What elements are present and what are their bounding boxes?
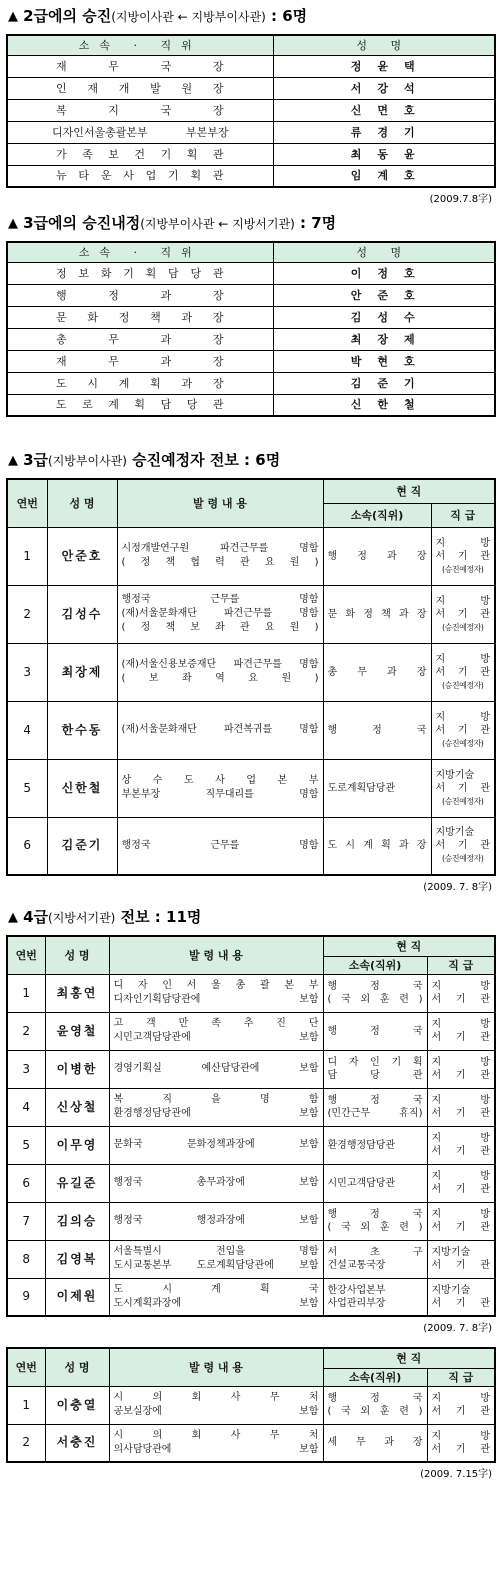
org-line: 사업관리부장	[327, 1297, 386, 1309]
heading-sub: (지방서기관)	[48, 911, 116, 925]
current-rank	[431, 701, 495, 759]
org-line: 시민고객담당관	[327, 1177, 396, 1189]
name-cell: 정윤택	[273, 55, 495, 77]
current-org	[323, 1050, 427, 1088]
column-header-rank: 직 급	[427, 1368, 495, 1386]
org-line: 총 무 과 장	[327, 666, 427, 678]
appointment-content	[109, 1386, 323, 1424]
appointment-content	[109, 1126, 323, 1164]
name-cell: 신면호	[273, 99, 495, 121]
current-rank	[427, 1050, 495, 1088]
org-cell: 디자인서울총괄본부 부본부장	[7, 121, 273, 143]
table-row	[7, 1278, 495, 1316]
heading-tail: 승진예정자 전보 : 6명	[126, 451, 281, 469]
current-org	[323, 1088, 427, 1126]
org-line: 담 당 관	[327, 1070, 423, 1081]
appointment-content	[109, 1088, 323, 1126]
current-org	[323, 817, 431, 875]
rank-line: 지 방	[431, 1393, 490, 1404]
date-stamp: (2009. 7. 8字)	[423, 1323, 492, 1334]
content-line: 행정국 총무과장에 보함	[113, 1177, 319, 1188]
appointment-content	[109, 974, 323, 1012]
triangle-icon: ▲	[8, 910, 18, 925]
current-rank	[427, 1278, 495, 1316]
table-row	[7, 121, 495, 143]
appointment-content	[117, 643, 323, 701]
table-row	[7, 1126, 495, 1164]
triangle-icon: ▲	[8, 9, 18, 24]
heading-sub: (지방부이사관 ← 지방서기관)	[140, 217, 295, 231]
org-cell: 인 재 개 발 원 장	[7, 77, 273, 99]
current-org	[323, 1240, 427, 1278]
org-line: 도 시 계 획 과 장	[327, 840, 427, 852]
content-line: 도시계획과장에 보함	[113, 1297, 319, 1309]
current-rank	[431, 585, 495, 643]
heading-tail: : 7명	[294, 214, 337, 232]
table-row	[7, 817, 495, 875]
column-header-org: 소속 · 직위	[7, 35, 273, 55]
table-row	[7, 759, 495, 817]
content-line: 디 자 인 서 울 총 괄 본 부	[113, 980, 319, 991]
table-row	[7, 974, 495, 1012]
content-line: 의사담당관에 보함	[113, 1443, 319, 1455]
content-line: 고 객 만 족 추 진 단	[113, 1018, 319, 1029]
org-line: 행 정 국	[327, 1393, 423, 1404]
table-row	[7, 1050, 495, 1088]
rank-note: (승진예정자)	[442, 796, 484, 806]
content-line: (재)서울문화재단 파견복귀를 명함	[121, 724, 319, 735]
org-line: 세 무 과 장	[327, 1437, 423, 1449]
table-row	[7, 1240, 495, 1278]
appointment-content	[109, 1164, 323, 1202]
content-line: ( 보 좌 역 요 원 )	[121, 673, 319, 684]
org-line: 행 정 국	[327, 1095, 423, 1106]
current-org	[323, 527, 431, 585]
appointment-content	[117, 527, 323, 585]
content-line: 서울특별시 전입을 명함	[113, 1246, 319, 1257]
rank-line: 지 방	[431, 981, 490, 992]
column-header-rank: 직 급	[431, 503, 495, 527]
rank-line: 서 기 관	[435, 724, 490, 736]
person-name: 김성수	[47, 585, 117, 643]
rank-note: (승진예정자)	[442, 564, 484, 574]
grade2-promotion-table	[6, 34, 496, 188]
grade3-nominee-table	[6, 241, 496, 417]
table-row	[7, 394, 495, 416]
org-line: ( 국 외 훈 련 )	[327, 1222, 423, 1233]
heading-lead: 3급에의 승진내정	[23, 214, 141, 232]
current-org	[323, 1012, 427, 1050]
table-row	[7, 262, 495, 284]
current-rank	[427, 1202, 495, 1240]
current-org	[323, 1424, 427, 1462]
rank-line: 지 방	[431, 1019, 490, 1030]
rank-line: 지 방	[435, 711, 490, 723]
row-number: 3	[7, 1050, 45, 1088]
org-line: 환경행정담당관	[327, 1139, 396, 1151]
table-row	[7, 585, 495, 643]
current-rank	[427, 1240, 495, 1278]
org-cell: 가 족 보 건 기 획 관	[7, 143, 273, 165]
table-row	[7, 99, 495, 121]
person-name: 최홍연	[45, 974, 109, 1012]
triangle-icon: ▲	[8, 453, 18, 468]
assembly-transfer-table	[6, 1347, 496, 1463]
person-name: 서충진	[45, 1424, 109, 1462]
grade4-transfer-table	[6, 935, 496, 1317]
row-number: 4	[7, 701, 47, 759]
rank-line: 지 방	[431, 1209, 490, 1220]
section-heading-grade3-nominee	[8, 212, 500, 236]
table-row	[7, 1202, 495, 1240]
current-org	[323, 1164, 427, 1202]
column-header-content: 발 령 내 용	[117, 479, 323, 527]
current-rank	[431, 817, 495, 875]
current-org	[323, 585, 431, 643]
appointment-content	[117, 701, 323, 759]
name-cell: 신한철	[273, 394, 495, 416]
content-line: 행정국 근무를 명함	[121, 594, 319, 605]
content-line: 도 시 계 획 국	[113, 1283, 319, 1295]
row-number: 5	[7, 759, 47, 817]
current-rank	[431, 759, 495, 817]
org-line: 행 정 과 장	[327, 550, 427, 562]
org-cell: 복 지 국 장	[7, 99, 273, 121]
rank-line: 지 방	[435, 537, 490, 549]
appointment-content	[117, 585, 323, 643]
heading-lead: 4급	[23, 908, 49, 926]
appointment-content	[109, 1050, 323, 1088]
org-cell: 행 정 과 장	[7, 284, 273, 306]
content-line: 시정개발연구원 파견근무를 명함	[121, 543, 319, 554]
person-name: 김준기	[47, 817, 117, 875]
heading-lead: 3급	[23, 451, 49, 469]
name-cell: 김성수	[273, 306, 495, 328]
section-heading-grade4-transfer	[8, 906, 500, 930]
org-line: 디 자 인 기 획	[327, 1057, 423, 1068]
date-stamp: (2009. 7.15字)	[420, 1469, 492, 1480]
row-number: 8	[7, 1240, 45, 1278]
grade3-transfer-table	[6, 478, 496, 876]
name-cell: 박현호	[273, 350, 495, 372]
rank-line: 서 기 관	[431, 1406, 490, 1417]
current-rank	[427, 974, 495, 1012]
rank-line: 서 기 관	[431, 1146, 490, 1157]
column-header-org: 소속(직위)	[323, 956, 427, 974]
appointment-content	[109, 1012, 323, 1050]
current-org	[323, 643, 431, 701]
column-header-no: 연번	[7, 936, 45, 974]
table-row	[7, 643, 495, 701]
org-line: 행 정 국	[327, 1025, 423, 1037]
current-org	[323, 1386, 427, 1424]
name-cell: 류경기	[273, 121, 495, 143]
table-row	[7, 55, 495, 77]
content-line: (재)서울신용보증재단 파견근무를 명함	[121, 659, 319, 670]
content-line: 문화국 문화정책과장에 보함	[113, 1139, 319, 1150]
person-name: 신한철	[47, 759, 117, 817]
person-name: 최장제	[47, 643, 117, 701]
row-number: 5	[7, 1126, 45, 1164]
person-name: 이병한	[45, 1050, 109, 1088]
rank-line: 지 방	[431, 1057, 490, 1068]
column-header-no: 연번	[7, 1348, 45, 1386]
table-row	[7, 284, 495, 306]
rank-line: 서 기 관	[435, 782, 490, 794]
table-row	[7, 1012, 495, 1050]
column-header-rank: 직 급	[427, 956, 495, 974]
org-line: 행 정 국	[327, 1209, 423, 1220]
rank-line: 지방기술	[431, 1247, 471, 1258]
triangle-icon: ▲	[8, 216, 18, 231]
heading-sub: (지방부이사관)	[48, 454, 127, 468]
current-org	[323, 759, 431, 817]
name-cell: 김준기	[273, 372, 495, 394]
person-name: 윤영철	[45, 1012, 109, 1050]
content-line: 환경행정담당관에 보함	[113, 1108, 319, 1119]
heading-sub: (지방이사관 ← 지방부이사관)	[111, 10, 266, 24]
rank-line: 서 기 관	[431, 1260, 490, 1271]
row-number: 2	[7, 1012, 45, 1050]
row-number: 1	[7, 527, 47, 585]
column-header-no: 연번	[7, 479, 47, 527]
heading-lead: 2급에의 승진	[23, 7, 112, 25]
rank-note: (승진예정자)	[442, 680, 484, 690]
rank-line: 서 기 관	[431, 994, 490, 1005]
current-org	[323, 1278, 427, 1316]
table-row	[7, 77, 495, 99]
rank-line: 지방기술	[435, 769, 475, 781]
name-cell: 안준호	[273, 284, 495, 306]
org-cell: 재 무 국 장	[7, 55, 273, 77]
content-line: 디자인기획담당관에 보함	[113, 994, 319, 1005]
rank-line: 지 방	[431, 1171, 490, 1182]
row-number: 3	[7, 643, 47, 701]
content-line: 도시교통본부 도로계획담당관에 보함	[113, 1260, 319, 1271]
name-cell: 임계호	[273, 165, 495, 187]
appointment-content	[117, 817, 323, 875]
current-rank	[427, 1088, 495, 1126]
table-row	[7, 306, 495, 328]
rank-line: 서 기 관	[431, 1070, 490, 1081]
table-row	[7, 701, 495, 759]
content-line: ( 정 책 보 좌 관 요 원 )	[121, 622, 319, 633]
rank-line: 지 방	[435, 653, 490, 665]
name-cell: 최장제	[273, 328, 495, 350]
name-cell: 서강석	[273, 77, 495, 99]
row-number: 6	[7, 1164, 45, 1202]
person-name: 이제원	[45, 1278, 109, 1316]
content-line: 복 직 을 명 함	[113, 1094, 319, 1105]
table-row	[7, 527, 495, 585]
org-cell: 재 무 과 장	[7, 350, 273, 372]
column-header-content: 발 령 내 용	[109, 1348, 323, 1386]
person-name: 이충열	[45, 1386, 109, 1424]
appointment-content	[109, 1240, 323, 1278]
table-row	[7, 350, 495, 372]
row-number: 7	[7, 1202, 45, 1240]
column-header-name: 성 명	[45, 936, 109, 974]
row-number: 2	[7, 585, 47, 643]
person-name: 유길준	[45, 1164, 109, 1202]
column-header-org: 소속 · 직위	[7, 242, 273, 262]
current-rank	[427, 1126, 495, 1164]
org-cell: 도 로 계 획 담 당 관	[7, 394, 273, 416]
org-line: 행 정 국	[327, 724, 427, 736]
column-header-name: 성 명	[47, 479, 117, 527]
rank-line: 지방기술	[431, 1284, 471, 1296]
current-org	[323, 1126, 427, 1164]
person-name: 신상철	[45, 1088, 109, 1126]
content-line: 경영기획실 예산담당관에 보함	[113, 1063, 319, 1074]
current-org	[323, 1202, 427, 1240]
current-rank	[431, 527, 495, 585]
rank-line: 서 기 관	[435, 666, 490, 678]
content-line: 공보실장에 보함	[113, 1406, 319, 1417]
org-line: (민간근무 휴직)	[327, 1108, 423, 1119]
table-row	[7, 1164, 495, 1202]
rank-note: (승진예정자)	[442, 854, 484, 864]
rank-line: 지방기술	[435, 827, 475, 839]
current-rank	[427, 1012, 495, 1050]
rank-line: 서 기 관	[431, 1443, 490, 1455]
content-line: 시 의 회 사 무 처	[113, 1429, 319, 1441]
column-header-org: 소속(직위)	[323, 1368, 427, 1386]
column-header-current: 현 직	[323, 479, 495, 503]
table-row	[7, 1424, 495, 1462]
rank-line: 서 기 관	[431, 1032, 490, 1043]
row-number: 1	[7, 974, 45, 1012]
rank-line: 서 기 관	[431, 1222, 490, 1233]
appointment-content	[109, 1278, 323, 1316]
table-row	[7, 165, 495, 187]
org-cell: 문 화 정 책 과 장	[7, 306, 273, 328]
appointment-content	[117, 759, 323, 817]
row-number: 4	[7, 1088, 45, 1126]
name-cell: 최동윤	[273, 143, 495, 165]
column-header-current: 현 직	[323, 1348, 495, 1368]
person-name: 안준호	[47, 527, 117, 585]
person-name: 이무영	[45, 1126, 109, 1164]
org-line: 서 초 구	[327, 1247, 423, 1258]
content-line: 상 수 도 사 업 본 부	[121, 775, 319, 786]
column-header-name: 성 명	[273, 35, 495, 55]
rank-line: 서 기 관	[435, 840, 490, 852]
current-org	[323, 974, 427, 1012]
column-header-name: 성 명	[45, 1348, 109, 1386]
person-name: 김의승	[45, 1202, 109, 1240]
row-number: 1	[7, 1386, 45, 1424]
section-heading-grade3-transfer	[8, 449, 500, 473]
rank-line: 지 방	[435, 595, 490, 607]
content-line: (재)서울문화재단 파견근무를 명함	[121, 608, 319, 619]
org-cell: 뉴 타 운 사 업 기 획 관	[7, 165, 273, 187]
table-row	[7, 328, 495, 350]
table-row	[7, 1386, 495, 1424]
org-line: 행 정 국	[327, 981, 423, 992]
date-stamp: (2009. 7. 8字)	[423, 882, 492, 893]
section-heading-grade2	[8, 5, 500, 29]
column-header-name: 성 명	[273, 242, 495, 262]
row-number: 6	[7, 817, 47, 875]
content-line: 시민고객담당관에 보함	[113, 1032, 319, 1043]
content-line: 행정국 행정과장에 보함	[113, 1215, 319, 1226]
table-row	[7, 1088, 495, 1126]
org-line: 도로계획담당관	[327, 782, 396, 794]
org-line: 건설교통국장	[327, 1260, 386, 1271]
content-line: 행정국 근무를 명함	[121, 839, 319, 851]
org-line: ( 국 외 훈 련 )	[327, 1406, 423, 1417]
row-number: 2	[7, 1424, 45, 1462]
current-rank	[427, 1386, 495, 1424]
content-line: ( 정 책 협 력 관 요 원 )	[121, 557, 319, 568]
heading-tail: 전보 : 11명	[115, 908, 202, 926]
rank-line: 서 기 관	[435, 608, 490, 620]
org-line: 문 화 정 책 과 장	[327, 608, 427, 620]
rank-line: 서 기 관	[431, 1108, 490, 1119]
name-cell: 이정호	[273, 262, 495, 284]
current-org	[323, 701, 431, 759]
table-row	[7, 143, 495, 165]
content-line: 시 의 회 사 무 처	[113, 1392, 319, 1403]
rank-line: 서 기 관	[431, 1297, 490, 1309]
column-header-content: 발 령 내 용	[109, 936, 323, 974]
appointment-content	[109, 1424, 323, 1462]
org-cell: 도 시 계 획 과 장	[7, 372, 273, 394]
appointment-content	[109, 1202, 323, 1240]
rank-line: 지 방	[431, 1430, 490, 1442]
rank-line: 지 방	[431, 1133, 490, 1144]
org-line: 한강사업본부	[327, 1284, 386, 1296]
org-cell: 정 보 화 기 획 담 당 관	[7, 262, 273, 284]
current-rank	[427, 1164, 495, 1202]
content-line: 부본부장 직무대리를 명함	[121, 789, 319, 800]
rank-note: (승진예정자)	[442, 738, 484, 748]
current-rank	[427, 1424, 495, 1462]
column-header-org: 소속(직위)	[323, 503, 431, 527]
current-rank	[431, 643, 495, 701]
rank-line: 지 방	[431, 1095, 490, 1106]
org-cell: 총 무 과 장	[7, 328, 273, 350]
row-number: 9	[7, 1278, 45, 1316]
org-line: ( 국 외 훈 련 )	[327, 994, 423, 1005]
rank-line: 서 기 관	[431, 1184, 490, 1195]
rank-note: (승진예정자)	[442, 622, 484, 632]
rank-line: 서 기 관	[435, 550, 490, 562]
column-header-current: 현 직	[323, 936, 495, 956]
table-row	[7, 372, 495, 394]
person-name: 김영복	[45, 1240, 109, 1278]
date-stamp: (2009.7.8字)	[429, 194, 492, 205]
heading-tail: : 6명	[265, 7, 308, 25]
person-name: 한수동	[47, 701, 117, 759]
